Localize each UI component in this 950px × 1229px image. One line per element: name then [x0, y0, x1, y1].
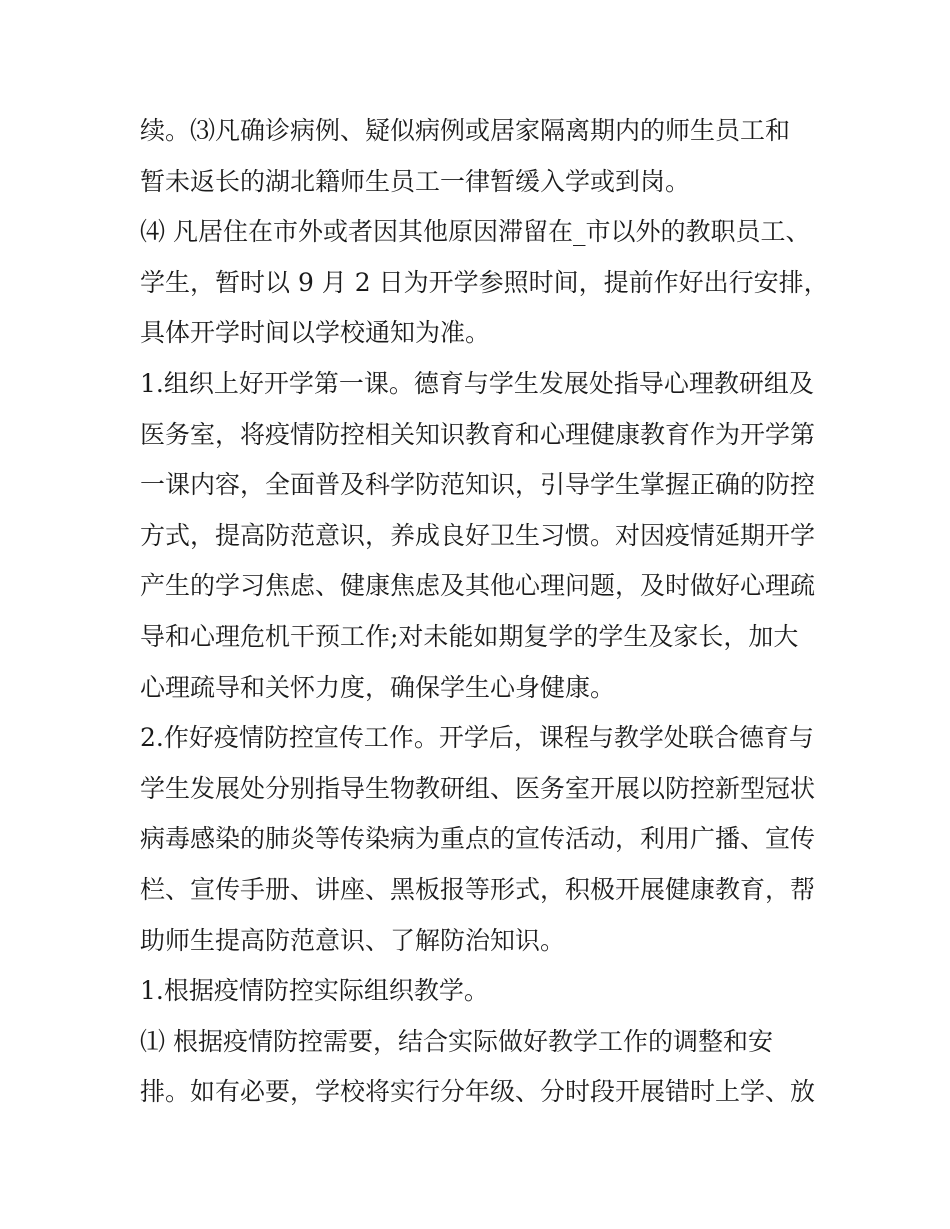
text-line: 栏、宣传手册、讲座、黑板报等形式，积极开展健康教育，帮	[140, 874, 816, 904]
text-line: 方式，提高防范意识，养成良好卫生习惯。对因疫情延期开学	[140, 520, 816, 550]
text-line: 学生发展处分别指导生物教研组、医务室开展以防控新型冠状	[140, 773, 816, 803]
text-line: 续。⑶凡确诊病例、疑似病例或居家隔离期内的师生员工和	[140, 116, 791, 145]
text-line: 病毒感染的肺炎等传染病为重点的宣传活动，利用广播、宣传	[140, 824, 816, 854]
text-line: 医务室，将疫情防控相关知识教育和心理健康教育作为开学第	[140, 419, 816, 449]
text-line: 导和心理危机干预工作;对未能如期复学的学生及家长，加大	[140, 621, 799, 651]
text-line: ⑴ 根据疫情防控需要，结合实际做好教学工作的调整和安	[140, 1026, 773, 1056]
text-line: 1.根据疫情防控实际组织教学。	[140, 976, 489, 1006]
text-line: 2.作好疫情防控宣传工作。开学后，课程与教学处联合德育与	[140, 723, 814, 753]
text-line: 一课内容，全面普及科学防范知识，引导学生掌握正确的防控	[140, 470, 816, 500]
text-line: 具体开学时间以学校通知为准。	[140, 318, 491, 348]
text-line: 暂未返长的湖北籍师生员工一律暂缓入学或到岗。	[140, 166, 691, 196]
document-body	[140, 106, 829, 1118]
text-line: 助师生提高防范意识、了解防治知识。	[140, 925, 566, 955]
text-line: 心理疏导和关怀力度，确保学生心身健康。	[140, 672, 616, 702]
text-line: 学生，暂时以 9 月 2 日为开学参照时间，提前作好出行安排，	[140, 267, 829, 297]
text-line: 产生的学习焦虑、健康焦虑及其他心理问题，及时做好心理疏	[140, 571, 816, 601]
text-line: 1.组织上好开学第一课。德育与学生发展处指导心理教研组及	[140, 368, 814, 398]
text-line: 排。如有必要，学校将实行分年级、分时段开展错时上学、放	[140, 1077, 816, 1107]
text-line: ⑷ 凡居住在市外或者因其他原因滞留在_市以外的教职员工、	[140, 217, 811, 247]
